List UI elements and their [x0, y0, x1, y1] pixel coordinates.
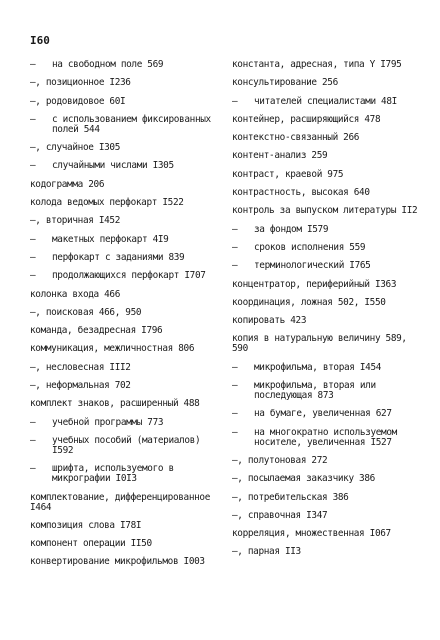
index-entry: константа, адресная, типа Y I795	[232, 59, 402, 70]
index-entry: – читателей специалистами 48I	[232, 97, 422, 107]
index-entry: компонент операции II50	[30, 538, 152, 550]
index-entry: контекстно-связанный 266	[232, 132, 360, 144]
index-entry: – на бумаге, увеличенная 627	[232, 409, 422, 419]
index-entry: концентратор, периферийный I363	[232, 278, 397, 290]
page-number: I60	[30, 34, 50, 47]
index-column-right	[232, 60, 422, 566]
index-entry: корреляция, множественная I067	[232, 528, 391, 540]
index-entry: комплектование, дифференцированное I464	[30, 491, 211, 513]
index-entry: –, родовидовое 60I	[30, 95, 126, 107]
index-entry: контейнер, расширяющийся 478	[232, 113, 381, 125]
index-entry: – шрифта, используемого в микрографии I0I3	[30, 464, 225, 484]
index-entry: кодограмма 206	[30, 178, 105, 190]
index-entry: контрастность, высокая 640	[232, 187, 370, 199]
index-entry: –, парная II3	[232, 546, 301, 558]
index-entry: копировать 423	[232, 315, 307, 327]
index-entry: – с использованием фиксированных полей 544	[30, 115, 225, 135]
index-entry: –, неформальная 702	[30, 380, 131, 392]
index-entry: – на свободном поле 569	[30, 60, 225, 70]
index-entry: – микрофильма, вторая или последующая 873	[232, 381, 422, 401]
index-entry: –, потребительская 386	[232, 491, 349, 503]
index-entry: –, позиционное I236	[30, 77, 131, 89]
index-entry: –, несловесная III2	[30, 361, 131, 373]
index-entry: – продолжающихся перфокарт I707	[30, 271, 225, 281]
index-entry: –, поисковая 466, 950	[30, 306, 142, 318]
index-entry: –, случайное I305	[30, 142, 121, 154]
index-entry: коммуникация, межличностная 806	[30, 343, 195, 355]
index-column-left	[30, 60, 225, 576]
index-entry: колода ведомых перфокарт I522	[30, 197, 184, 209]
index-entry: –, вторичная I452	[30, 215, 121, 227]
index-entry: – микрофильма, вторая I454	[232, 363, 422, 373]
index-entry: – учебной программы 773	[30, 418, 225, 428]
index-entry: – учебных пособий (материалов) I592	[30, 436, 225, 456]
index-entry: контент-анализ 259	[232, 150, 328, 162]
index-entry: конвертирование микрофильмов I003	[30, 556, 205, 568]
index-entry: – макетных перфокарт 4I9	[30, 235, 225, 245]
index-entry: –, справочная I347	[232, 509, 328, 521]
index-entry: – терминологический I765	[232, 261, 422, 271]
index-entry: контроль за выпуском литературы II2	[232, 205, 418, 217]
index-entry: координация, ложная 502, I550	[232, 296, 386, 308]
index-entry: – на многократно используемом носителе, увеличенная I527	[232, 428, 422, 448]
index-entry: колонка входа 466	[30, 288, 121, 300]
index-entry: контраст, краевой 975	[232, 168, 344, 180]
index-entry: комплект знаков, расширенный 488	[30, 398, 200, 410]
index-entry: – случайными числами I305	[30, 161, 225, 171]
index-entry: копия в натуральную величину 589, 590	[232, 333, 407, 355]
index-entry: команда, безадресная I796	[30, 325, 163, 337]
index-entry: –, посылаемая заказчику 386	[232, 473, 375, 485]
index-entry: – за фондом I579	[232, 225, 422, 235]
index-entry: –, полутоновая 272	[232, 454, 328, 466]
index-entry: – сроков исполнения 559	[232, 243, 422, 253]
index-entry: композиция слова I78I	[30, 519, 142, 531]
index-entry: консультирование 256	[232, 77, 338, 89]
index-entry: – перфокарт с заданиями 839	[30, 253, 225, 263]
